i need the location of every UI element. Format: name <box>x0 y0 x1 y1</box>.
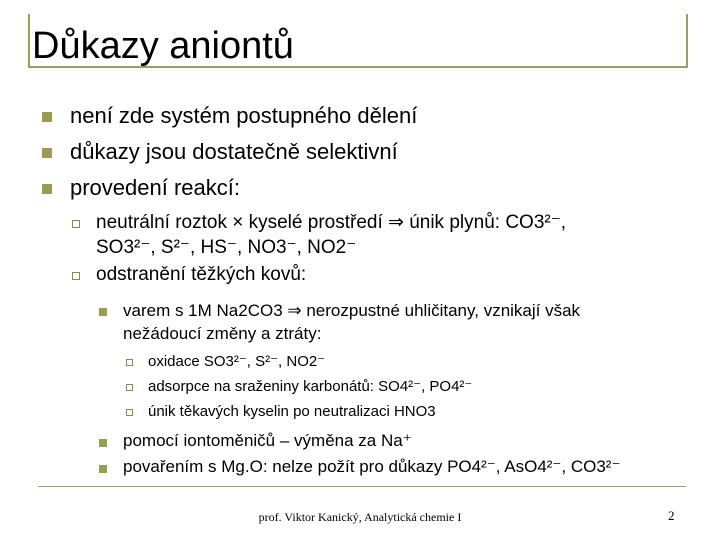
sub-bullet-item-line1: neutrální roztok × kyselé prostředí ⇒ únik plynů: CO3²⁻, <box>96 212 567 233</box>
footer-author: prof. Viktor Kanický, Analytická chemie I <box>258 510 462 524</box>
square-bullet-icon <box>42 148 52 158</box>
page-number: 2 <box>668 508 675 523</box>
square-bullet-icon <box>99 439 107 447</box>
sub-sub-bullet-item: pomocí iontoměničů – výměna za Na⁺ <box>123 431 412 450</box>
hollow-square-bullet-icon <box>126 384 133 391</box>
hollow-square-bullet-icon <box>126 409 133 416</box>
bullet-item: není zde systém postupného dělení <box>70 103 418 128</box>
bullet-item: důkazy jsou dostatečně selektivní <box>70 139 398 164</box>
hollow-square-bullet-icon <box>72 220 80 228</box>
sub-sub-bullet-item: povařením s Mg.O: nelze požít pro důkazy PO4²⁻, AsO4²⁻, CO3²⁻ <box>123 457 621 476</box>
hollow-square-bullet-icon <box>126 359 133 366</box>
square-bullet-icon <box>99 465 107 473</box>
sub-bullet-item: odstranění těžkých kovů: <box>96 264 307 285</box>
square-bullet-icon <box>42 184 52 194</box>
sub-sub-sub-bullet-item: únik těkavých kyselin po neutralizaci HNO3 <box>148 403 436 420</box>
sub-sub-sub-bullet-item: adsorpce na sraženiny karbonátů: SO4²⁻, PO4²⁻ <box>148 378 473 395</box>
slide-title: Důkazy aniontů <box>32 25 294 67</box>
square-bullet-icon <box>99 308 107 316</box>
bullet-item: provedení reakcí: <box>70 175 240 200</box>
title-frame-left <box>28 14 30 68</box>
sub-bullet-item-line2: SO3²⁻, S²⁻, HS⁻, NO3⁻, NO2⁻ <box>96 237 357 258</box>
footer-divider <box>38 486 686 487</box>
square-bullet-icon <box>42 112 52 122</box>
sub-sub-bullet-item-line1: varem s 1M Na2CO3 ⇒ nerozpustné uhličitany, vznikají však <box>123 301 581 320</box>
sub-sub-bullet-item-line2: nežádoucí změny a ztráty: <box>123 324 322 343</box>
sub-sub-sub-bullet-item: oxidace SO3²⁻, S²⁻, NO2⁻ <box>148 353 326 370</box>
hollow-square-bullet-icon <box>72 272 80 280</box>
title-frame-right <box>686 14 688 68</box>
